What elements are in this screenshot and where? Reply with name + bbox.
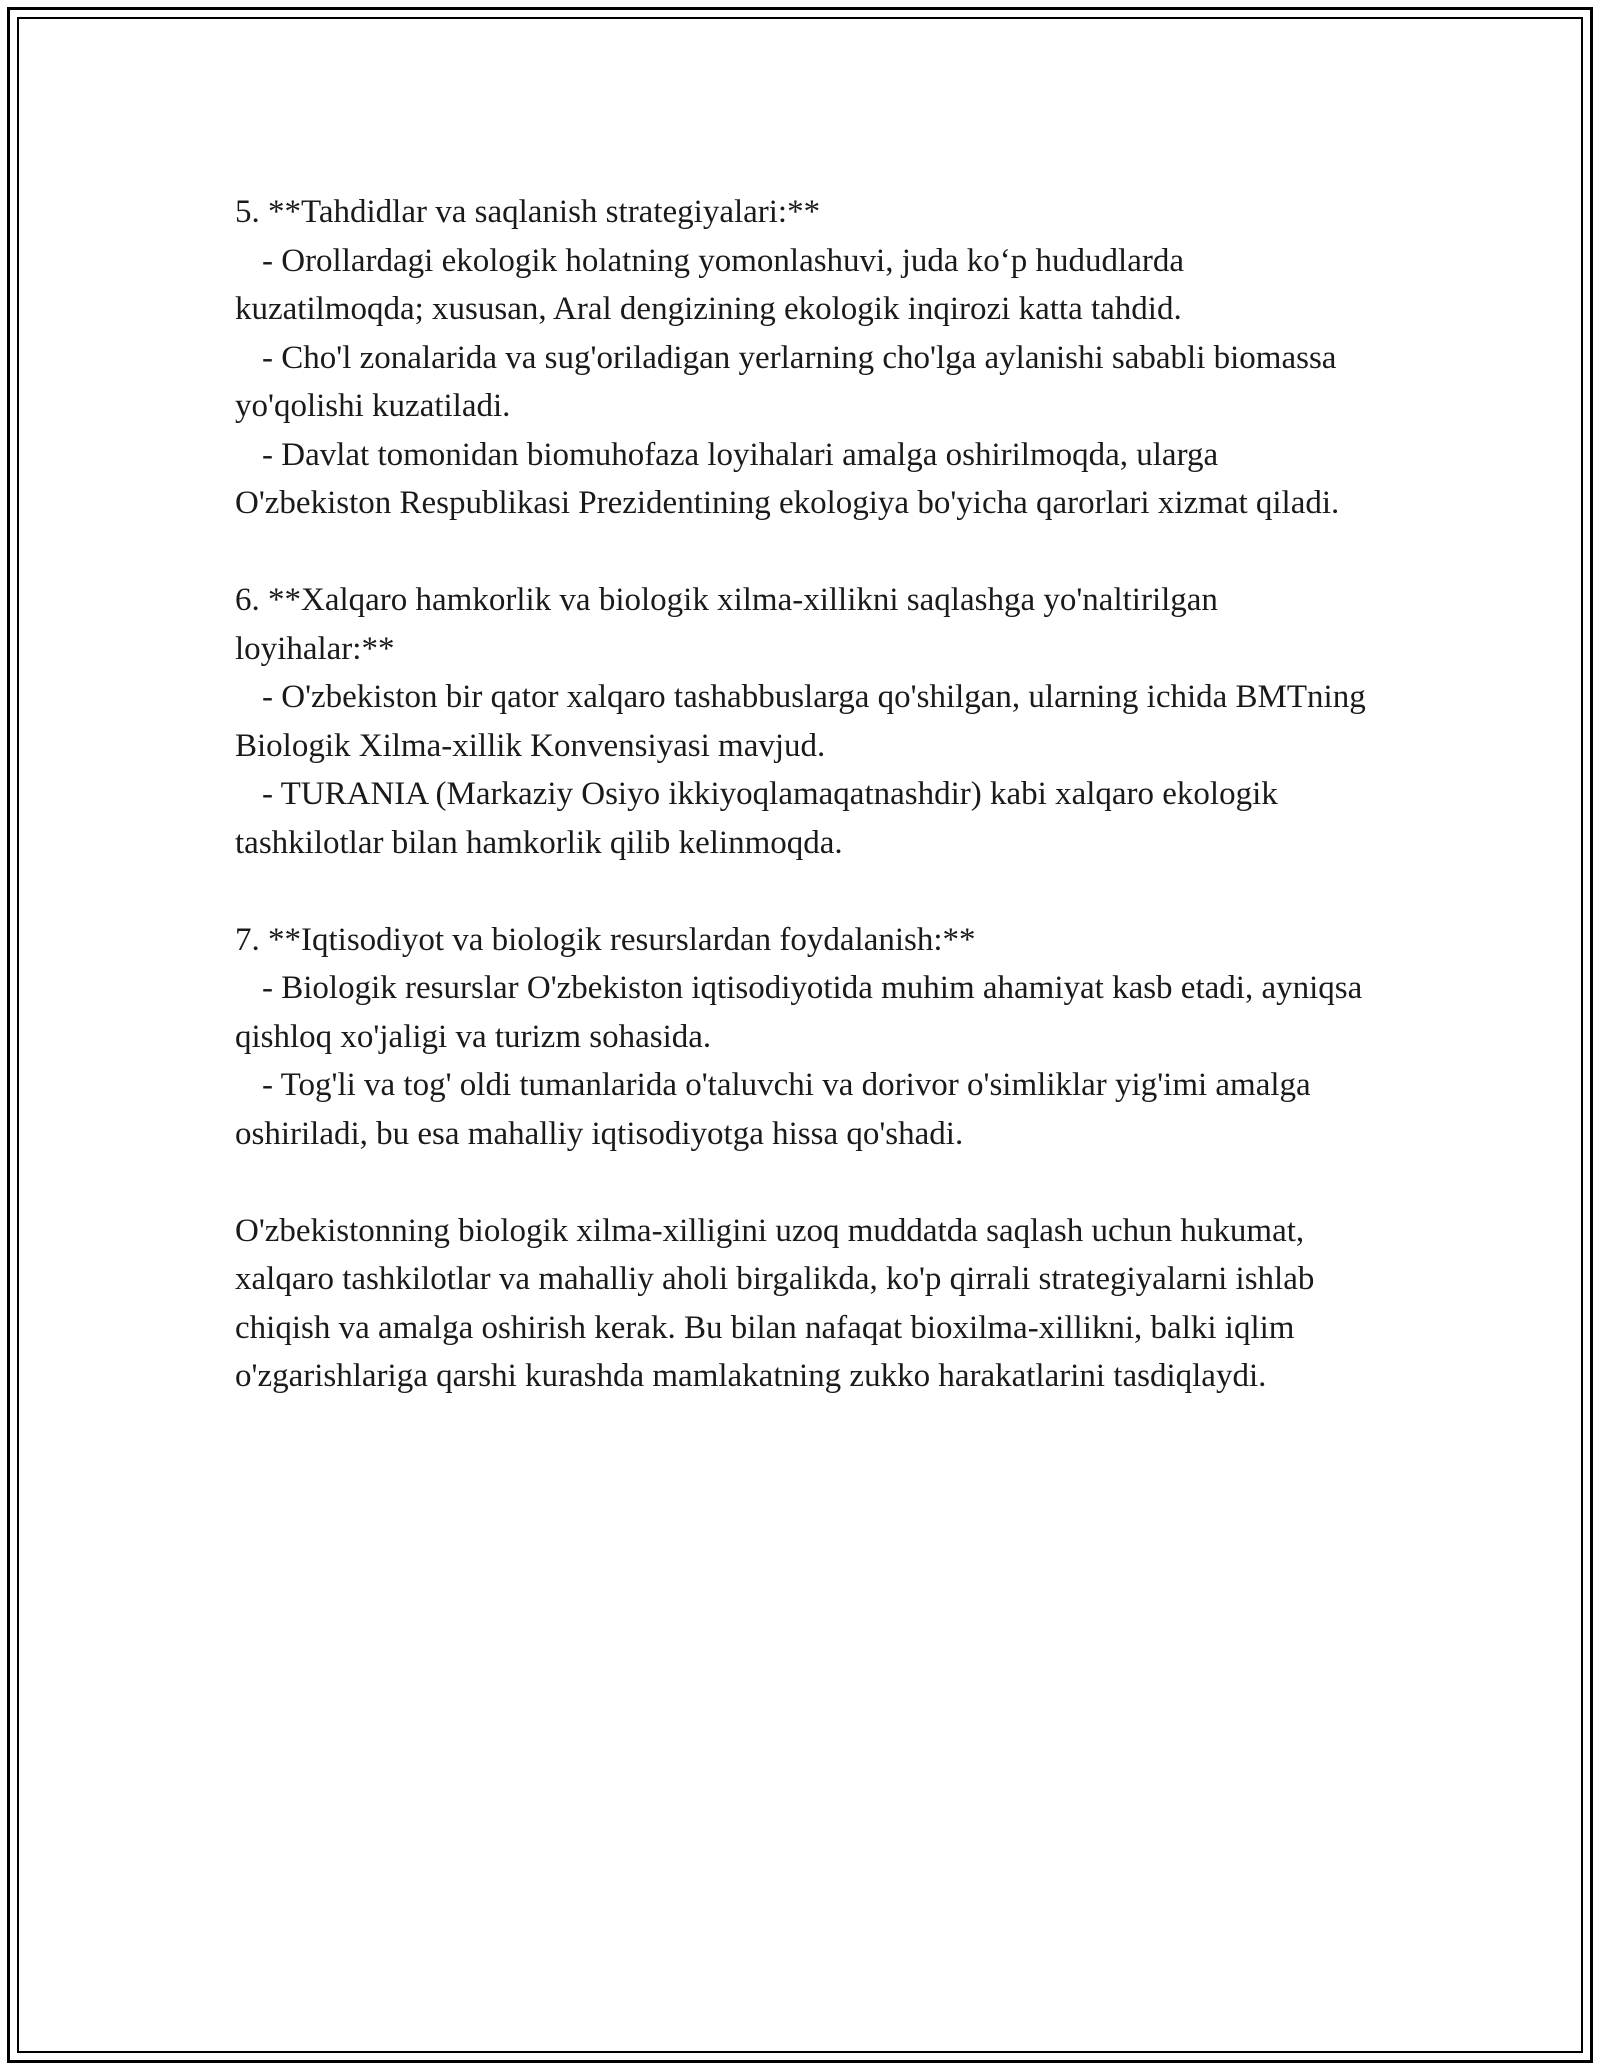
bullet-item: - Davlat tomonidan biomuhofaza loyihalari amalga oshirilmoqda, ularga O'zbekiston Respublikasi Prezidentining ekologiya bo'yicha qarorlari xizmat qiladi.	[235, 436, 1340, 521]
document-body	[235, 188, 1375, 1449]
bullet-item: - Tog'li va tog' oldi tumanlarida o'taluvchi va dorivor o'simliklar yig'imi amalga oshiriladi, bu esa mahalliy iqtisodiyotga hissa qo'shadi.	[235, 1067, 1311, 1152]
bullet-item: - Cho'l zonalarida va sug'oriladigan yerlarning cho'lga aylanishi sababli biomassa yo'qolishi kuzatiladi.	[235, 339, 1337, 424]
section-heading: 5. **Tahdidlar va saqlanish strategiyalari:**	[235, 194, 821, 230]
section-heading: 7. **Iqtisodiyot va biologik resurslardan foydalanish:**	[235, 921, 976, 958]
bullet-item: - Biologik resurslar O'zbekiston iqtisodiyotida muhim ahamiyat kasb etadi, ayniqsa qishloq xo'jaligi va turizm sohasida.	[235, 970, 1363, 1055]
section-heading: 6. **Xalqaro hamkorlik va biologik xilma-xillikni saqlashga yo'naltirilgan loyihalar:**	[235, 582, 1218, 667]
section-economy	[235, 916, 1375, 1159]
bullet-item: - TURANIA (Markaziy Osiyo ikkiyoqlamaqatnashdir) kabi xalqaro ekologik tashkilotlar bilan hamkorlik qilib kelinmoqda.	[235, 776, 1278, 861]
bullet-item: - Orollardagi ekologik holatning yomonlashuvi, juda ko‘p hududlarda kuzatilmoqda; xususan, Aral dengizining ekologik inqirozi katta tahdid.	[235, 242, 1184, 327]
conclusion-paragraph	[235, 1207, 1375, 1401]
section-threats	[235, 188, 1375, 528]
bullet-item: - O'zbekiston bir qator xalqaro tashabbuslarga qo'shilgan, ularning ichida BMTning Biologik Xilma-xillik Konvensiyasi mavjud.	[235, 679, 1366, 764]
section-international-cooperation	[235, 576, 1375, 867]
conclusion-text: O'zbekistonning biologik xilma-xilligini uzoq muddatda saqlash uchun hukumat, xalqaro tashkilotlar va mahalliy aholi birgalikda, ko'p qirrali strategiyalarni ishlab chiqish va amalga oshirish kerak. Bu bilan nafaqat bioxilma-xillikni, balki iqlim o'zgarishlariga qarshi kurashda mamlakatning zukko harakatlarini tasdiqlaydi.	[235, 1212, 1315, 1394]
